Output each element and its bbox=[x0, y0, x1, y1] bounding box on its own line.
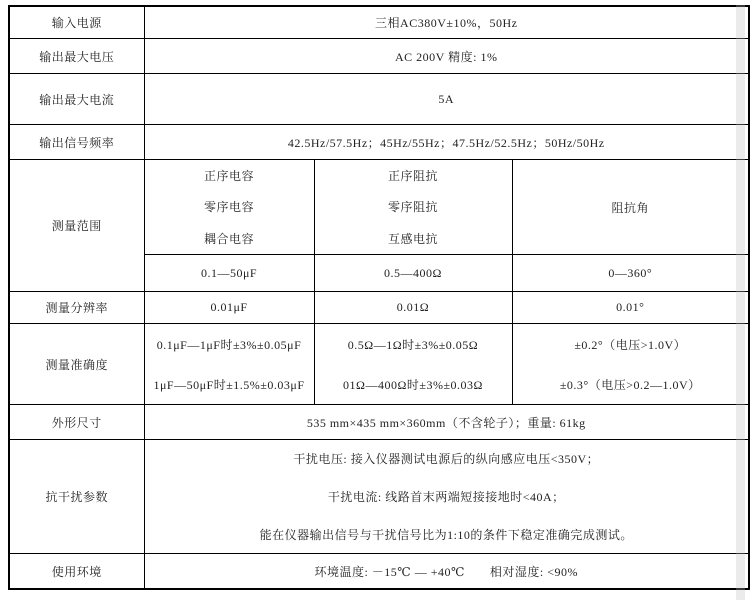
row-anti-interference bbox=[9, 440, 749, 554]
max-output-voltage-label: 输出最大电压 bbox=[9, 39, 144, 74]
anti-interference-value bbox=[144, 440, 749, 554]
angle-accuracy bbox=[512, 324, 749, 405]
angle-resolution: 0.01° bbox=[512, 292, 749, 324]
spec-table bbox=[8, 5, 750, 590]
capacitance-item: 零序电容 bbox=[203, 200, 254, 215]
measurement-accuracy-label: 测量准确度 bbox=[9, 324, 144, 405]
output-signal-frequency-value: 42.5Hz/57.5Hz；45Hz/55Hz；47.5Hz/52.5Hz；50Hz/50Hz bbox=[144, 125, 749, 160]
row-max-output-voltage bbox=[9, 39, 749, 74]
measurement-resolution-label: 测量分辨率 bbox=[9, 292, 144, 324]
impedance-item: 零序阻抗 bbox=[387, 200, 438, 215]
max-output-current-label: 输出最大电流 bbox=[9, 74, 144, 125]
anti-interference-line: 干扰电流: 线路首末两端短接接地时<40A； bbox=[327, 489, 565, 504]
anti-interference-line: 干扰电压: 接入仪器测试电源后的纵向感应电压<350V； bbox=[293, 452, 600, 467]
max-output-current-value: 5A bbox=[144, 74, 749, 125]
row-operating-environment bbox=[9, 554, 749, 590]
row-output-signal-frequency bbox=[9, 125, 749, 160]
impedance-accuracy-line: 0.5Ω—1Ω时±3%±0.05Ω bbox=[347, 337, 479, 352]
operating-environment-value: 环境温度: －15℃ — +40℃ 相对湿度: <90% bbox=[144, 554, 749, 590]
row-input-power bbox=[9, 6, 749, 39]
row-measurement-range-header bbox=[9, 160, 749, 255]
row-measurement-accuracy bbox=[9, 324, 749, 405]
max-output-voltage-value: AC 200V 精度: 1% bbox=[144, 39, 749, 74]
capacitance-resolution: 0.01μF bbox=[144, 292, 314, 324]
capacitance-accuracy bbox=[144, 324, 314, 405]
impedance-range: 0.5—400Ω bbox=[314, 255, 512, 292]
impedance-resolution: 0.01Ω bbox=[314, 292, 512, 324]
row-max-output-current bbox=[9, 74, 749, 125]
measurement-range-label: 测量范围 bbox=[9, 160, 144, 292]
row-dimensions bbox=[9, 405, 749, 440]
angle-accuracy-line: ±0.3°（电压>0.2—1.0V） bbox=[559, 377, 701, 392]
measurement-range-impedance-items bbox=[314, 160, 512, 255]
capacitance-item: 正序电容 bbox=[203, 169, 254, 184]
capacitance-accuracy-line: 1μF—50μF时±1.5%±0.03μF bbox=[153, 377, 305, 392]
dimensions-label: 外形尺寸 bbox=[9, 405, 144, 440]
impedance-item: 互感电抗 bbox=[387, 231, 438, 246]
row-measurement-resolution bbox=[9, 292, 749, 324]
capacitance-accuracy-line: 0.1μF—1μF时±3%±0.05μF bbox=[156, 337, 302, 352]
operating-environment-label: 使用环境 bbox=[9, 554, 144, 590]
anti-interference-label: 抗干扰参数 bbox=[9, 440, 144, 554]
measurement-range-angle-item: 阻抗角 bbox=[512, 160, 749, 255]
impedance-accuracy-line: 01Ω—400Ω时±3%±0.03Ω bbox=[343, 377, 483, 392]
anti-interference-line: 能在仪器输出信号与干扰信号比为1:10的条件下稳定准确完成测试。 bbox=[259, 527, 633, 542]
capacitance-range: 0.1—50μF bbox=[144, 255, 314, 292]
input-power-label: 输入电源 bbox=[9, 6, 144, 39]
input-power-value: 三相AC380V±10%，50Hz bbox=[144, 6, 749, 39]
impedance-item: 正序阻抗 bbox=[387, 169, 438, 184]
angle-range: 0—360° bbox=[512, 255, 749, 292]
impedance-accuracy bbox=[314, 324, 512, 405]
capacitance-item: 耦合电容 bbox=[203, 231, 254, 246]
angle-accuracy-line: ±0.2°（电压>1.0V） bbox=[574, 337, 687, 352]
dimensions-value: 535 mm×435 mm×360mm（不含轮子）；重量: 61kg bbox=[144, 405, 749, 440]
output-signal-frequency-label: 输出信号频率 bbox=[9, 125, 144, 160]
measurement-range-capacitance-items bbox=[144, 160, 314, 255]
